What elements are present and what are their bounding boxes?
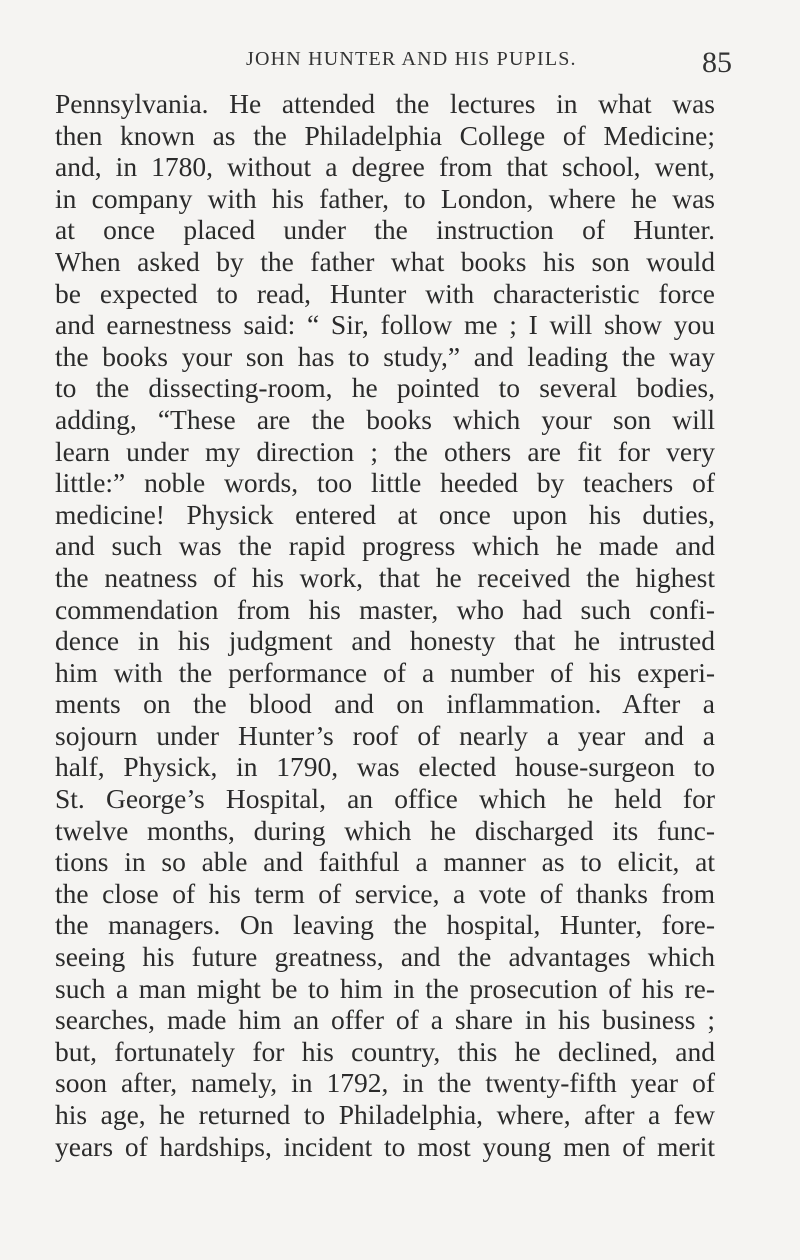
text-line: such a man might be to him in the prosecution of his re- bbox=[55, 972, 715, 1004]
text-line: St. George’s Hospital, an office which he held for bbox=[55, 783, 715, 815]
text-line: ments on the blood and on inflammation. After a bbox=[55, 688, 715, 720]
text-line: the neatness of his work, that he received the highest bbox=[55, 561, 715, 593]
text-line: commendation from his master, who had such confi- bbox=[55, 593, 715, 625]
text-line: half, Physick, in 1790, was elected house-surgeon to bbox=[55, 751, 715, 783]
page-number: 85 bbox=[702, 46, 732, 79]
text-line: searches, made him an offer of a share in his business ; bbox=[55, 1004, 715, 1036]
text-line: dence in his judgment and honesty that he intrusted bbox=[55, 625, 715, 657]
text-line: and, in 1780, without a degree from that school, went, bbox=[55, 151, 715, 183]
text-line: him with the performance of a number of his experi- bbox=[55, 656, 715, 688]
text-line: twelve months, during which he discharged its func- bbox=[55, 814, 715, 846]
text-line: adding, “These are the books which your son will bbox=[55, 403, 715, 435]
body-text bbox=[55, 88, 715, 1162]
text-line: but, fortunately for his country, this he declined, and bbox=[55, 1035, 715, 1067]
text-line: learn under my direction ; the others are fit for very bbox=[55, 435, 715, 467]
text-line: and such was the rapid progress which he made and bbox=[55, 530, 715, 562]
text-line: to the dissecting-room, he pointed to several bodies, bbox=[55, 372, 715, 404]
text-line: tions in so able and faithful a manner as to elicit, at bbox=[55, 846, 715, 878]
text-line: little:” noble words, too little heeded by teachers of bbox=[55, 467, 715, 499]
text-line: the books your son has to study,” and leading the way bbox=[55, 340, 715, 372]
text-line: in company with his father, to London, where he was bbox=[55, 182, 715, 214]
text-line: seeing his future greatness, and the advantages which bbox=[55, 941, 715, 973]
text-line: When asked by the father what books his son would bbox=[55, 245, 715, 277]
text-line: his age, he returned to Philadelphia, where, after a few bbox=[55, 1099, 715, 1130]
text-line: years of hardships, incident to most young men of merit bbox=[55, 1130, 715, 1162]
text-line: Pennsylvania. He attended the lectures in what was bbox=[55, 88, 715, 119]
text-line: medicine! Physick entered at once upon his duties, bbox=[55, 498, 715, 530]
text-line: sojourn under Hunter’s roof of nearly a year and a bbox=[55, 719, 715, 751]
running-head: JOHN HUNTER AND HIS PUPILS. bbox=[246, 48, 577, 70]
text-line: the managers. On leaving the hospital, Hunter, fore- bbox=[55, 909, 715, 941]
text-line: be expected to read, Hunter with characteristic force bbox=[55, 277, 715, 309]
text-line: and earnestness said: “ Sir, follow me ; I will show you bbox=[55, 309, 715, 341]
text-line: soon after, namely, in 1792, in the twenty-fifth year of bbox=[55, 1067, 715, 1099]
text-line: at once placed under the instruction of Hunter. bbox=[55, 214, 715, 246]
text-line: then known as the Philadelphia College of Medicine; bbox=[55, 119, 715, 151]
text-line: the close of his term of service, a vote of thanks from bbox=[55, 877, 715, 909]
